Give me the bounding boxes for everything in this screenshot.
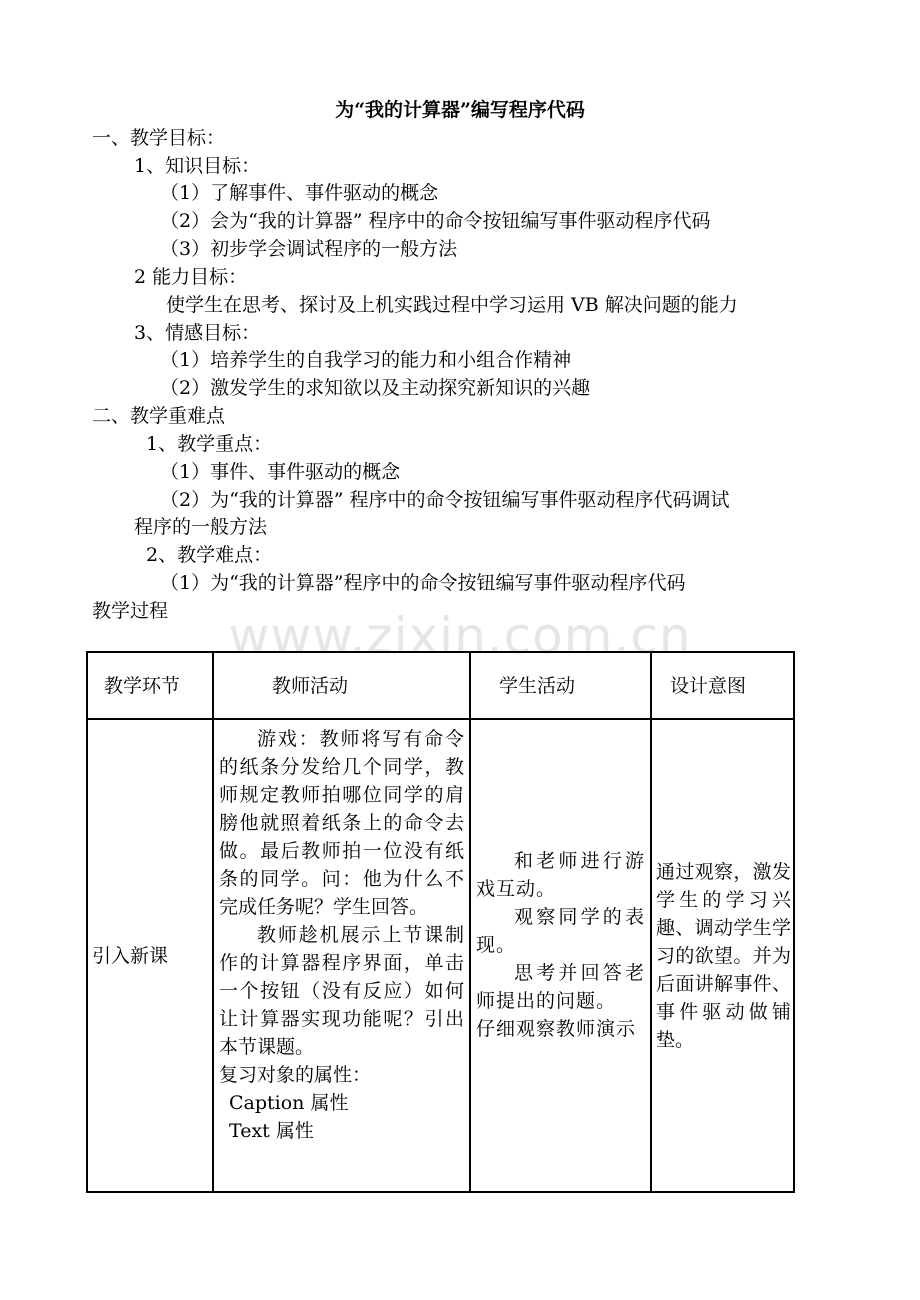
table-header-teacher: 教师活动 — [213, 652, 470, 719]
knowledge-goal-item-1: （1）了解事件、事件驱动的概念 — [160, 182, 439, 204]
teacher-activity-review: 复习对象的属性： — [219, 1064, 372, 1086]
emotion-goal-item-2: （2）激发学生的求知欲以及主动探究新知识的兴趣 — [160, 377, 591, 399]
student-activity-3: 思考并回答老师提出的问题。 — [476, 962, 645, 1012]
teacher-activity-cell — [213, 719, 470, 1192]
table-header-stage: 教学环节 — [87, 652, 213, 719]
ability-goal-text: 使学生在思考、探讨及上机实践过程中学习运用 VB 解决问题的能力 — [166, 294, 738, 316]
table-header-intent: 设计意图 — [651, 652, 794, 719]
knowledge-goal-item-3: （3）初步学会调试程序的一般方法 — [160, 238, 458, 260]
table-row — [87, 719, 794, 1192]
focus-item-2-line-1: （2）为“我的计算器” 程序中的命令按钮编写事件驱动程序代码调试 — [160, 489, 730, 511]
teacher-activity-text: Text 属性 — [229, 1120, 314, 1142]
focus-item-1: （1）事件、事件驱动的概念 — [160, 461, 401, 483]
process-heading: 教学过程 — [92, 600, 169, 622]
student-activity-2: 观察同学的表现。 — [476, 906, 645, 956]
knowledge-goal-heading: 1、知识目标： — [134, 155, 261, 177]
design-intent-text: 通过观察，激发学生的学习兴趣、调动学生学习的欲望。并为后面讲解事件、事件驱动做铺垫。 — [656, 860, 791, 1051]
emotion-goal-heading: 3、情感目标： — [134, 322, 261, 344]
emotion-goal-item-1: （1）培养学生的自我学习的能力和小组合作精神 — [160, 349, 572, 371]
teacher-activity-demo: 教师趁机展示上节课制作的计算器程序界面，单击一个按钮（没有反应）如何让计算器实现功能呢？引出本节课题。 — [219, 924, 464, 1058]
design-intent-cell — [651, 719, 794, 1192]
lesson-process-table — [86, 651, 795, 1193]
focus-item-2-line-2: 程序的一般方法 — [134, 516, 268, 538]
difficulty-item-1: （1）为“我的计算器”程序中的命令按钮编写事件驱动程序代码 — [160, 572, 686, 594]
teacher-activity-caption: Caption 属性 — [229, 1092, 349, 1114]
table-header-student: 学生活动 — [470, 652, 651, 719]
student-activity-cell — [470, 719, 651, 1192]
difficulty-heading: 2、教学难点： — [146, 544, 273, 566]
section-keypoints-heading: 二、教学重难点 — [92, 405, 226, 427]
student-activity-4: 仔细观察教师演示 — [476, 1018, 637, 1040]
knowledge-goal-item-2: （2）会为“我的计算器” 程序中的命令按钮编写事件驱动程序代码 — [160, 210, 711, 232]
student-activity-1: 和老师进行游戏互动。 — [476, 850, 645, 900]
stage-cell: 引入新课 — [87, 719, 213, 1192]
section-objectives-heading: 一、教学目标： — [92, 127, 226, 149]
watermark: www.zixin.com.cn — [228, 607, 692, 665]
document-title: 为“我的计算器”编写程序代码 — [335, 99, 585, 121]
teacher-activity-game: 游戏：教师将写有命令的纸条分发给几个同学，教师规定教师拍哪位同学的肩膀他就照着纸条上的命令去做。最后教师拍一位没有纸条的同学。问：他为什么不完成任务呢？学生回答。 — [219, 728, 464, 918]
ability-goal-heading: 2 能力目标： — [134, 266, 248, 288]
table-header-row — [87, 652, 794, 719]
focus-heading: 1、教学重点： — [146, 433, 273, 455]
